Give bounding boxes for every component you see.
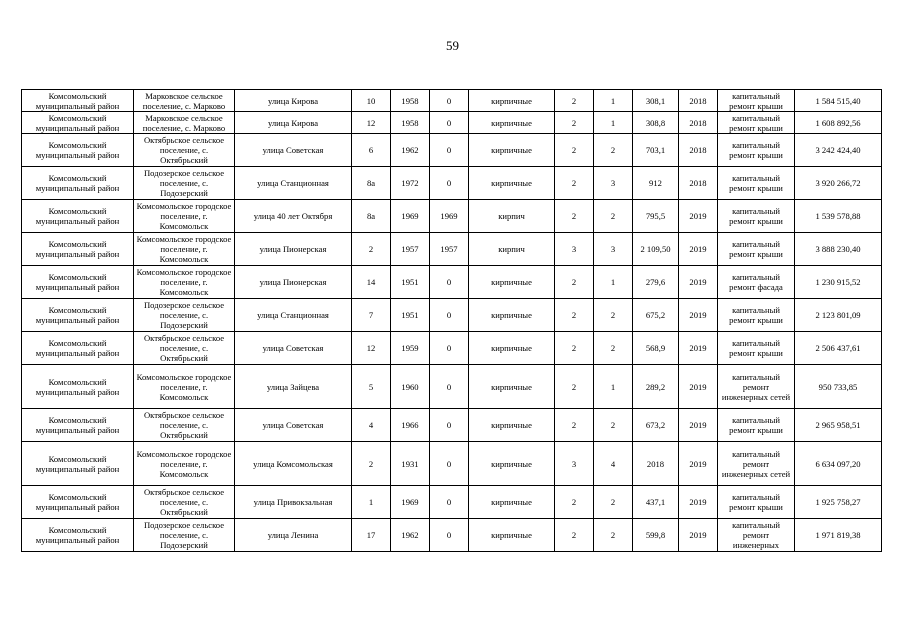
wall-material-cell: кирпичные bbox=[469, 167, 555, 200]
cost-cell: 2 506 437,61 bbox=[795, 332, 882, 365]
year-renovation-cell: 0 bbox=[430, 409, 469, 442]
year-built-cell: 1951 bbox=[391, 266, 430, 299]
wall-material-cell: кирпичные bbox=[469, 112, 555, 134]
street-cell: улица Привокзальная bbox=[235, 486, 352, 519]
floors-cell: 2 bbox=[555, 365, 594, 409]
settlement-cell: Октябрьское сельское поселение, с. Октябрьский bbox=[134, 134, 235, 167]
area-cell: 673,2 bbox=[633, 409, 679, 442]
floors-cell: 2 bbox=[555, 134, 594, 167]
work-type-cell: капитальный ремонт крыши bbox=[718, 409, 795, 442]
cost-cell: 2 965 958,51 bbox=[795, 409, 882, 442]
table-row bbox=[22, 332, 882, 365]
table-row bbox=[22, 90, 882, 112]
settlement-cell: Марковское сельское поселение, с. Марково bbox=[134, 90, 235, 112]
year-built-cell: 1931 bbox=[391, 442, 430, 486]
house-number-cell: 17 bbox=[352, 519, 391, 552]
year-renovation-cell: 0 bbox=[430, 112, 469, 134]
area-cell: 703,1 bbox=[633, 134, 679, 167]
district-cell: Комсомольский муниципальный район bbox=[22, 233, 134, 266]
year-built-cell: 1957 bbox=[391, 233, 430, 266]
work-type-cell: капитальный ремонт крыши bbox=[718, 112, 795, 134]
floors-cell: 3 bbox=[555, 233, 594, 266]
wall-material-cell: кирпичные bbox=[469, 365, 555, 409]
street-cell: улица Пионерская bbox=[235, 233, 352, 266]
settlement-cell: Подозерское сельское поселение, с. Подозерский bbox=[134, 299, 235, 332]
settlement-cell: Подозерское сельское поселение, с. Подозерский bbox=[134, 167, 235, 200]
year-renovation-cell: 0 bbox=[430, 486, 469, 519]
street-cell: улица Ленина bbox=[235, 519, 352, 552]
area-cell: 795,5 bbox=[633, 200, 679, 233]
district-cell: Комсомольский муниципальный район bbox=[22, 299, 134, 332]
area-cell: 2 109,50 bbox=[633, 233, 679, 266]
wall-material-cell: кирпичные bbox=[469, 519, 555, 552]
wall-material-cell: кирпичные bbox=[469, 266, 555, 299]
entrances-cell: 3 bbox=[594, 167, 633, 200]
plan-year-cell: 2019 bbox=[679, 486, 718, 519]
area-cell: 2018 bbox=[633, 442, 679, 486]
year-renovation-cell: 0 bbox=[430, 90, 469, 112]
district-cell: Комсомольский муниципальный район bbox=[22, 365, 134, 409]
floors-cell: 2 bbox=[555, 200, 594, 233]
cost-cell: 3 888 230,40 bbox=[795, 233, 882, 266]
cost-cell: 1 584 515,40 bbox=[795, 90, 882, 112]
entrances-cell: 2 bbox=[594, 519, 633, 552]
street-cell: улица Советская bbox=[235, 332, 352, 365]
house-number-cell: 8а bbox=[352, 200, 391, 233]
house-number-cell: 2 bbox=[352, 233, 391, 266]
entrances-cell: 2 bbox=[594, 486, 633, 519]
year-renovation-cell: 0 bbox=[430, 299, 469, 332]
settlement-cell: Подозерское сельское поселение, с. Подозерский bbox=[134, 519, 235, 552]
table-row bbox=[22, 167, 882, 200]
wall-material-cell: кирпич bbox=[469, 233, 555, 266]
entrances-cell: 1 bbox=[594, 112, 633, 134]
plan-year-cell: 2019 bbox=[679, 409, 718, 442]
district-cell: Комсомольский муниципальный район bbox=[22, 409, 134, 442]
wall-material-cell: кирпичные bbox=[469, 442, 555, 486]
plan-year-cell: 2019 bbox=[679, 233, 718, 266]
cost-cell: 1 925 758,27 bbox=[795, 486, 882, 519]
plan-year-cell: 2019 bbox=[679, 299, 718, 332]
year-built-cell: 1951 bbox=[391, 299, 430, 332]
house-number-cell: 6 bbox=[352, 134, 391, 167]
page-number: 59 bbox=[446, 38, 459, 53]
area-cell: 437,1 bbox=[633, 486, 679, 519]
entrances-cell: 1 bbox=[594, 90, 633, 112]
wall-material-cell: кирпичные bbox=[469, 299, 555, 332]
cost-cell: 1 230 915,52 bbox=[795, 266, 882, 299]
house-number-cell: 2 bbox=[352, 442, 391, 486]
street-cell: улица Пионерская bbox=[235, 266, 352, 299]
settlement-cell: Октябрьское сельское поселение, с. Октябрьский bbox=[134, 409, 235, 442]
table-row bbox=[22, 134, 882, 167]
year-built-cell: 1958 bbox=[391, 112, 430, 134]
year-renovation-cell: 0 bbox=[430, 365, 469, 409]
housing-registry-table bbox=[21, 89, 882, 552]
cost-cell: 3 920 266,72 bbox=[795, 167, 882, 200]
cost-cell: 6 634 097,20 bbox=[795, 442, 882, 486]
table-row bbox=[22, 519, 882, 552]
street-cell: улица Зайцева bbox=[235, 365, 352, 409]
floors-cell: 2 bbox=[555, 519, 594, 552]
table-row bbox=[22, 112, 882, 134]
district-cell: Комсомольский муниципальный район bbox=[22, 200, 134, 233]
year-built-cell: 1962 bbox=[391, 134, 430, 167]
year-built-cell: 1960 bbox=[391, 365, 430, 409]
year-built-cell: 1972 bbox=[391, 167, 430, 200]
house-number-cell: 5 bbox=[352, 365, 391, 409]
street-cell: улица 40 лет Октября bbox=[235, 200, 352, 233]
wall-material-cell: кирпичные bbox=[469, 90, 555, 112]
district-cell: Комсомольский муниципальный район bbox=[22, 167, 134, 200]
table-row bbox=[22, 233, 882, 266]
area-cell: 912 bbox=[633, 167, 679, 200]
settlement-cell: Комсомольское городское поселение, г. Комсомольск bbox=[134, 200, 235, 233]
street-cell: улица Кирова bbox=[235, 90, 352, 112]
plan-year-cell: 2019 bbox=[679, 266, 718, 299]
year-renovation-cell: 0 bbox=[430, 332, 469, 365]
year-built-cell: 1969 bbox=[391, 486, 430, 519]
work-type-cell: капитальный ремонт фасада bbox=[718, 266, 795, 299]
district-cell: Комсомольский муниципальный район bbox=[22, 332, 134, 365]
street-cell: улица Станционная bbox=[235, 299, 352, 332]
work-type-cell: капитальный ремонт крыши bbox=[718, 134, 795, 167]
work-type-cell: капитальный ремонт крыши bbox=[718, 486, 795, 519]
house-number-cell: 7 bbox=[352, 299, 391, 332]
street-cell: улица Комсомольская bbox=[235, 442, 352, 486]
work-type-cell: капитальный ремонт крыши bbox=[718, 233, 795, 266]
floors-cell: 2 bbox=[555, 90, 594, 112]
settlement-cell: Октябрьское сельское поселение, с. Октябрьский bbox=[134, 486, 235, 519]
registry-body bbox=[22, 90, 882, 552]
settlement-cell: Комсомольское городское поселение, г. Комсомольск bbox=[134, 442, 235, 486]
house-number-cell: 8а bbox=[352, 167, 391, 200]
house-number-cell: 10 bbox=[352, 90, 391, 112]
year-renovation-cell: 0 bbox=[430, 134, 469, 167]
plan-year-cell: 2019 bbox=[679, 365, 718, 409]
area-cell: 308,8 bbox=[633, 112, 679, 134]
plan-year-cell: 2019 bbox=[679, 200, 718, 233]
entrances-cell: 2 bbox=[594, 332, 633, 365]
area-cell: 279,6 bbox=[633, 266, 679, 299]
house-number-cell: 4 bbox=[352, 409, 391, 442]
year-renovation-cell: 0 bbox=[430, 519, 469, 552]
plan-year-cell: 2019 bbox=[679, 519, 718, 552]
house-number-cell: 12 bbox=[352, 332, 391, 365]
year-built-cell: 1962 bbox=[391, 519, 430, 552]
street-cell: улица Станционная bbox=[235, 167, 352, 200]
year-built-cell: 1966 bbox=[391, 409, 430, 442]
plan-year-cell: 2018 bbox=[679, 167, 718, 200]
street-cell: улица Кирова bbox=[235, 112, 352, 134]
floors-cell: 3 bbox=[555, 442, 594, 486]
plan-year-cell: 2018 bbox=[679, 90, 718, 112]
entrances-cell: 1 bbox=[594, 365, 633, 409]
year-built-cell: 1958 bbox=[391, 90, 430, 112]
wall-material-cell: кирпичные bbox=[469, 486, 555, 519]
floors-cell: 2 bbox=[555, 112, 594, 134]
floors-cell: 2 bbox=[555, 486, 594, 519]
entrances-cell: 2 bbox=[594, 409, 633, 442]
cost-cell: 3 242 424,40 bbox=[795, 134, 882, 167]
district-cell: Комсомольский муниципальный район bbox=[22, 442, 134, 486]
wall-material-cell: кирпичные bbox=[469, 134, 555, 167]
district-cell: Комсомольский муниципальный район bbox=[22, 112, 134, 134]
settlement-cell: Марковское сельское поселение, с. Марково bbox=[134, 112, 235, 134]
work-type-cell: капитальный ремонт крыши bbox=[718, 167, 795, 200]
table-row bbox=[22, 200, 882, 233]
wall-material-cell: кирпич bbox=[469, 200, 555, 233]
work-type-cell: капитальный ремонт крыши bbox=[718, 200, 795, 233]
wall-material-cell: кирпичные bbox=[469, 332, 555, 365]
entrances-cell: 1 bbox=[594, 266, 633, 299]
district-cell: Комсомольский муниципальный район bbox=[22, 519, 134, 552]
work-type-cell: капитальный ремонт крыши bbox=[718, 332, 795, 365]
work-type-cell: капитальный ремонт крыши bbox=[718, 299, 795, 332]
work-type-cell: капитальный ремонт инженерных bbox=[718, 519, 795, 552]
year-renovation-cell: 0 bbox=[430, 266, 469, 299]
work-type-cell: капитальный ремонт крыши bbox=[718, 90, 795, 112]
floors-cell: 2 bbox=[555, 299, 594, 332]
district-cell: Комсомольский муниципальный район bbox=[22, 90, 134, 112]
floors-cell: 2 bbox=[555, 409, 594, 442]
cost-cell: 950 733,85 bbox=[795, 365, 882, 409]
house-number-cell: 1 bbox=[352, 486, 391, 519]
wall-material-cell: кирпичные bbox=[469, 409, 555, 442]
plan-year-cell: 2019 bbox=[679, 332, 718, 365]
year-built-cell: 1959 bbox=[391, 332, 430, 365]
floors-cell: 2 bbox=[555, 167, 594, 200]
district-cell: Комсомольский муниципальный район bbox=[22, 266, 134, 299]
area-cell: 599,8 bbox=[633, 519, 679, 552]
year-renovation-cell: 0 bbox=[430, 442, 469, 486]
cost-cell: 1 971 819,38 bbox=[795, 519, 882, 552]
plan-year-cell: 2018 bbox=[679, 112, 718, 134]
entrances-cell: 2 bbox=[594, 299, 633, 332]
floors-cell: 2 bbox=[555, 266, 594, 299]
entrances-cell: 2 bbox=[594, 134, 633, 167]
entrances-cell: 3 bbox=[594, 233, 633, 266]
area-cell: 675,2 bbox=[633, 299, 679, 332]
house-number-cell: 12 bbox=[352, 112, 391, 134]
work-type-cell: капитальный ремонт инженерных сетей bbox=[718, 365, 795, 409]
district-cell: Комсомольский муниципальный район bbox=[22, 134, 134, 167]
plan-year-cell: 2018 bbox=[679, 134, 718, 167]
year-built-cell: 1969 bbox=[391, 200, 430, 233]
area-cell: 289,2 bbox=[633, 365, 679, 409]
cost-cell: 1 608 892,56 bbox=[795, 112, 882, 134]
table-row bbox=[22, 442, 882, 486]
work-type-cell: капитальный ремонт инженерных сетей bbox=[718, 442, 795, 486]
street-cell: улица Советская bbox=[235, 134, 352, 167]
table-row bbox=[22, 365, 882, 409]
street-cell: улица Советская bbox=[235, 409, 352, 442]
floors-cell: 2 bbox=[555, 332, 594, 365]
cost-cell: 2 123 801,09 bbox=[795, 299, 882, 332]
table-row bbox=[22, 486, 882, 519]
entrances-cell: 2 bbox=[594, 200, 633, 233]
settlement-cell: Комсомольское городское поселение, г. Комсомольск bbox=[134, 233, 235, 266]
settlement-cell: Комсомольское городское поселение, г. Комсомольск bbox=[134, 266, 235, 299]
year-renovation-cell: 0 bbox=[430, 167, 469, 200]
plan-year-cell: 2019 bbox=[679, 442, 718, 486]
district-cell: Комсомольский муниципальный район bbox=[22, 486, 134, 519]
settlement-cell: Октябрьское сельское поселение, с. Октябрьский bbox=[134, 332, 235, 365]
table-row bbox=[22, 299, 882, 332]
house-number-cell: 14 bbox=[352, 266, 391, 299]
area-cell: 568,9 bbox=[633, 332, 679, 365]
year-renovation-cell: 1957 bbox=[430, 233, 469, 266]
area-cell: 308,1 bbox=[633, 90, 679, 112]
table-row bbox=[22, 266, 882, 299]
settlement-cell: Комсомольское городское поселение, г. Комсомольск bbox=[134, 365, 235, 409]
year-renovation-cell: 1969 bbox=[430, 200, 469, 233]
table-row bbox=[22, 409, 882, 442]
entrances-cell: 4 bbox=[594, 442, 633, 486]
cost-cell: 1 539 578,88 bbox=[795, 200, 882, 233]
